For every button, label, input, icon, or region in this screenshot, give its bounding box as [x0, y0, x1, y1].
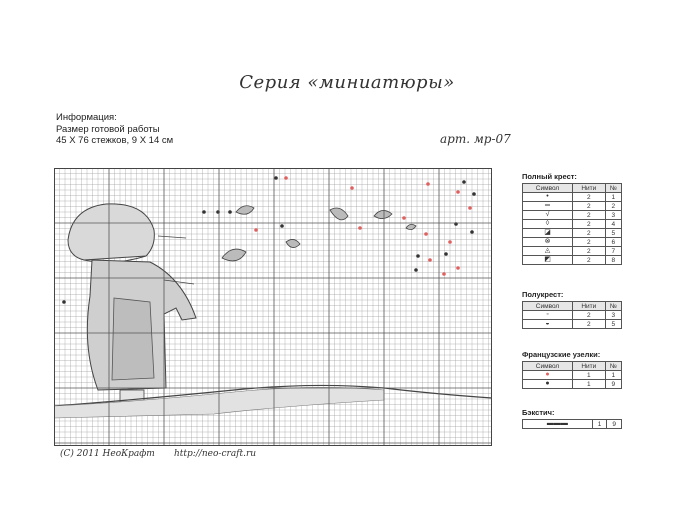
- table-row: [523, 238, 622, 247]
- french-knot-red: [456, 190, 460, 194]
- french-knot-red: [426, 182, 430, 186]
- french-knot-red: [254, 228, 258, 232]
- french-knot-dark: [62, 300, 66, 304]
- threads-cell: 1: [573, 380, 606, 389]
- french-knot-dark: [444, 252, 448, 256]
- french-knot-red: [468, 206, 472, 210]
- threads-cell: 2: [573, 202, 606, 211]
- col-threads: Нити: [573, 184, 606, 193]
- leaf-2: [222, 249, 246, 261]
- leaf-1: [236, 206, 254, 215]
- number-cell: 5: [605, 320, 621, 329]
- number-cell: 4: [605, 220, 621, 229]
- info-size-label: Размер готовой работы: [56, 123, 160, 135]
- number-cell: 5: [605, 229, 621, 238]
- threads-cell: 2: [573, 220, 606, 229]
- threads-cell: 2: [573, 247, 606, 256]
- number-cell: 2: [605, 202, 621, 211]
- french-knot-dark: [414, 268, 418, 272]
- french-knot-dark: [228, 210, 232, 214]
- symbol-cell: √: [523, 211, 573, 220]
- threads-cell: 2: [573, 229, 606, 238]
- copyright: (C) 2011 НеоКрафт: [60, 449, 155, 459]
- french-knot-red: [456, 266, 460, 270]
- symbol-cell: ◒: [523, 320, 573, 329]
- threads-cell: 1: [573, 371, 606, 380]
- legend-title: Полный крест:: [522, 172, 577, 181]
- col-number: №: [605, 302, 621, 311]
- table-row: [523, 380, 622, 389]
- table-row: [523, 229, 622, 238]
- number-cell: 7: [605, 247, 621, 256]
- legend-backstitch: [522, 408, 622, 429]
- french-knot-dark: [274, 176, 278, 180]
- symbol-cell: ◦: [523, 311, 573, 320]
- threads-cell: 2: [573, 311, 606, 320]
- french-knot-dark: [470, 230, 474, 234]
- table-row: [523, 371, 622, 380]
- symbol-cell: ═: [523, 202, 573, 211]
- french-knot-dark: [416, 254, 420, 258]
- table-row: [523, 256, 622, 265]
- col-symbol: Символ: [523, 362, 573, 371]
- table-row: [523, 311, 622, 320]
- symbol-cell: ●: [523, 371, 573, 380]
- legend-title: Бэкстич:: [522, 408, 555, 417]
- legend-table: [522, 361, 622, 389]
- french-knot-red: [442, 272, 446, 276]
- symbol-cell: ⊗: [523, 238, 573, 247]
- french-knot-red: [424, 232, 428, 236]
- table-row: [523, 202, 622, 211]
- legend-french-knots: [522, 350, 622, 389]
- site-url[interactable]: http://neo-craft.ru: [174, 449, 257, 459]
- col-number: №: [605, 184, 621, 193]
- threads-cell: 1: [592, 420, 607, 429]
- number-cell: 8: [605, 256, 621, 265]
- legend-table: [522, 301, 622, 329]
- apron: [112, 298, 154, 380]
- french-knot-red: [448, 240, 452, 244]
- legend-full-cross: [522, 172, 622, 265]
- french-knot-dark: [280, 224, 284, 228]
- french-knot-red: [428, 258, 432, 262]
- french-knot-red: [358, 226, 362, 230]
- french-knot-red: [284, 176, 288, 180]
- french-knot-dark: [472, 192, 476, 196]
- table-row: [523, 320, 622, 329]
- symbol-cell: ◩: [523, 256, 573, 265]
- info-size-value: 45 X 76 стежков, 9 X 14 см: [56, 135, 174, 146]
- number-cell: 9: [607, 420, 622, 429]
- table-row: [523, 220, 622, 229]
- info-heading: Информация:: [56, 112, 117, 123]
- symbol-cell: ◪: [523, 229, 573, 238]
- threads-cell: 2: [573, 211, 606, 220]
- number-cell: 6: [605, 238, 621, 247]
- symbol-cell: ◊: [523, 220, 573, 229]
- french-knot-dark: [462, 180, 466, 184]
- leaf-6: [406, 224, 416, 229]
- threads-cell: 2: [573, 193, 606, 202]
- leaf-4: [330, 208, 348, 220]
- legend-table: [522, 183, 622, 265]
- table-row: [523, 193, 622, 202]
- french-knot-dark: [202, 210, 206, 214]
- threads-cell: 2: [573, 238, 606, 247]
- threads-cell: 2: [573, 256, 606, 265]
- number-cell: 9: [605, 380, 621, 389]
- french-knot-red: [350, 186, 354, 190]
- symbol-cell: ◬: [523, 247, 573, 256]
- col-symbol: Символ: [523, 184, 573, 193]
- threads-cell: 2: [573, 320, 606, 329]
- symbol-cell: ▬▬▬: [523, 420, 593, 429]
- col-threads: Нити: [573, 302, 606, 311]
- article-number: арт. мр-07: [440, 132, 511, 146]
- bonnet-shape: [68, 204, 154, 260]
- col-number: №: [605, 362, 621, 371]
- symbol-cell: ●: [523, 380, 573, 389]
- number-cell: 3: [605, 211, 621, 220]
- number-cell: 1: [605, 193, 621, 202]
- table-row: [523, 420, 622, 429]
- cross-stitch-chart: [54, 168, 492, 446]
- table-row: [523, 211, 622, 220]
- leaf-3: [286, 239, 300, 247]
- wind-line-1: [158, 236, 186, 238]
- legend-title: Полукрест:: [522, 290, 564, 299]
- legend-half-cross: [522, 290, 622, 329]
- page-title: Серия «миниатюры»: [239, 72, 455, 93]
- number-cell: 3: [605, 311, 621, 320]
- info-block: [56, 112, 173, 147]
- french-knot-red: [402, 216, 406, 220]
- col-symbol: Символ: [523, 302, 573, 311]
- table-row: [523, 247, 622, 256]
- number-cell: 1: [605, 371, 621, 380]
- chart-grid: [54, 168, 492, 446]
- col-threads: Нити: [573, 362, 606, 371]
- symbol-cell: •: [523, 193, 573, 202]
- legend-title: Французские узелки:: [522, 350, 601, 359]
- legend-table: [522, 419, 622, 429]
